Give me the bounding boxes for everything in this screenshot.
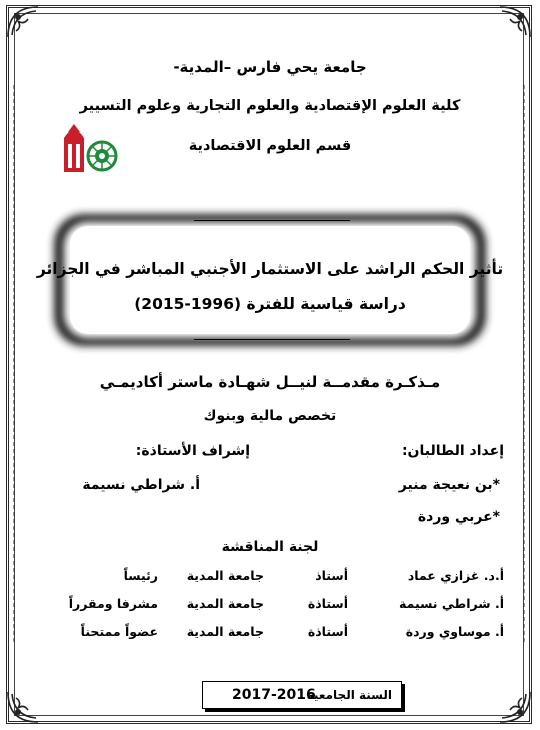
- side-ornament-icon: [9, 85, 19, 645]
- students-label: إعداد الطالبان:: [401, 443, 504, 459]
- committee-member-rank: أستاذة: [307, 596, 348, 611]
- corner-ornament-icon: [6, 5, 40, 39]
- committee-member-institution: جامعة المدية: [186, 568, 264, 583]
- committee-member-name: أ. موساوي وردة: [405, 624, 504, 639]
- department-name: قسم العلوم الاقتصادية: [188, 138, 352, 154]
- committee-member-institution: جامعة المدية: [186, 624, 264, 639]
- corner-ornament-icon: [498, 690, 532, 724]
- university-name: جامعة يحي فارس –المدية-: [173, 58, 367, 76]
- student-name-2: *عربي وردة: [417, 509, 500, 525]
- thesis-subtitle: دراسة قياسية للفترة (1996-2015): [134, 295, 406, 313]
- thesis-title-frame: [44, 200, 496, 360]
- committee-member-role: عضواً ممتحناً: [80, 624, 158, 639]
- committee-member-name: أ. شراطي نسيمة: [399, 596, 504, 611]
- corner-ornament-icon: [6, 690, 40, 724]
- university-logo-icon: [60, 118, 120, 174]
- committee-member-rank: أستاذ: [315, 568, 348, 583]
- committee-member-role: رئيساً: [123, 568, 158, 583]
- faculty-name: كلية العلوم الإقتصادية والعلوم التجارية وعلوم التسيير: [79, 98, 461, 114]
- title-rule-bottom: [194, 339, 350, 340]
- corner-ornament-icon: [498, 5, 532, 39]
- committee-member-rank: أستاذة: [307, 624, 348, 639]
- committee-member-name: أ.د. غزازي عماد: [407, 568, 504, 583]
- student-name-1: *بن نعيجة منير: [398, 477, 500, 493]
- specialty: تخصص مالية وبنوك: [203, 408, 337, 424]
- supervisor-name: أ. شراطي نسيمة: [82, 477, 200, 493]
- cloud-frame-icon: [44, 200, 496, 360]
- committee-member-role: مشرفا ومقرراً: [68, 596, 158, 611]
- degree-line: مـذكـرة مقدمــة لنيــل شهـادة ماستر أكاديمـي: [99, 373, 441, 391]
- academic-year-value: 2017-2016: [232, 687, 316, 703]
- side-ornament-icon: [519, 85, 529, 645]
- thesis-title: تأثير الحكم الراشد على الاستثمار الأجنبي المباشر في الجزائر: [36, 260, 504, 278]
- academic-year-label: السنة الجامعية: [306, 688, 392, 702]
- title-rule-top: [194, 220, 350, 221]
- committee-member-institution: جامعة المدية: [186, 596, 264, 611]
- committee-title: لجنة المناقشة: [221, 539, 319, 555]
- supervisor-label: إشراف الأستاذة:: [135, 443, 250, 459]
